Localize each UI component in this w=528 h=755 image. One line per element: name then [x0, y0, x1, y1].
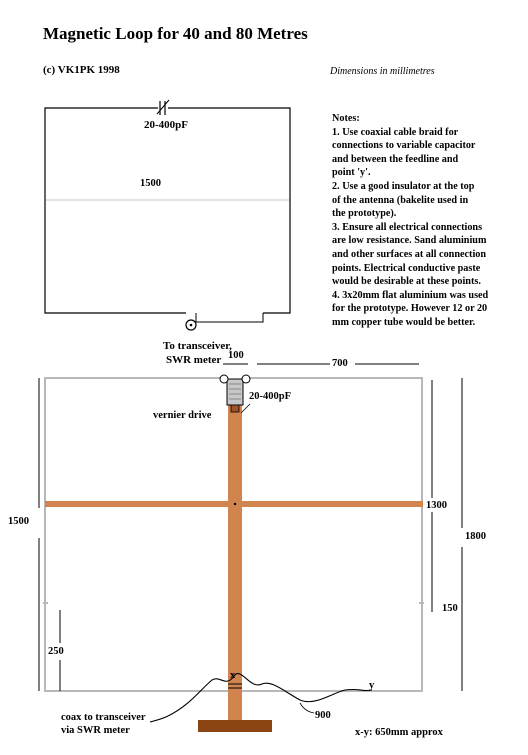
loop-outline: [45, 108, 186, 313]
note-line: are low resistance. Sand aluminium: [332, 235, 487, 247]
vernier-drive-label: vernier drive: [153, 410, 212, 421]
note-line: point 'y'.: [332, 167, 371, 179]
note-line: 1. Use coaxial cable braid for: [332, 126, 459, 138]
note-line: points. Electrical conductive paste: [332, 262, 481, 274]
feed-label-line1: To transceiver,: [163, 340, 232, 352]
note-line: the prototype).: [332, 208, 397, 220]
capacitor-label: 20-400pF: [144, 119, 188, 131]
page-title: Magnetic Loop for 40 and 80 Metres: [43, 24, 308, 43]
base-length-label: 900: [315, 710, 331, 721]
point-x-label: x: [230, 670, 236, 681]
note-line: and between the feedline and: [332, 153, 459, 165]
feed-line: [196, 313, 263, 322]
note-line: connections to variable capacitor: [332, 140, 476, 152]
top-width-label: 100: [228, 350, 244, 361]
crossbar-height-label: 1300: [426, 500, 447, 511]
overall-height-label: 1800: [465, 531, 486, 542]
vernier-drive-icon: [231, 405, 239, 412]
frame-capacitor-label: 20-400pF: [249, 391, 291, 402]
notes-heading: Notes:: [332, 113, 360, 124]
copyright-text: (c) VK1PK 1998: [43, 64, 120, 76]
note-line: 2. Use a good insulator at the top: [332, 180, 475, 192]
bottom-height-label: 250: [48, 646, 64, 657]
dimension-lines: [39, 364, 462, 691]
top-connector-right-icon: [242, 375, 250, 383]
capacitor-symbol: [157, 100, 169, 115]
loop-schematic: [45, 100, 290, 330]
xy-distance-label: x-y: 650mm approx: [355, 727, 443, 738]
note-line: and other surfaces at all connection: [332, 248, 487, 260]
top-connector-left-icon: [220, 375, 228, 383]
loop-height-label: 1500: [8, 516, 29, 527]
note-line: 4. 3x20mm flat aluminium was used: [332, 289, 489, 301]
coax-label-line1: coax to transceiver: [61, 712, 146, 723]
note-line: 3. Ensure all electrical connections: [332, 221, 483, 233]
coax-cable: [168, 674, 375, 716]
loop-width-label: 1500: [140, 178, 161, 189]
wooden-base: [198, 720, 272, 732]
frame-drawing: [39, 364, 462, 732]
frame-loop-right: [245, 378, 422, 610]
note-line: for the prototype. However 12 or 20: [332, 303, 488, 315]
feed-label-line2: SWR meter: [166, 354, 222, 366]
coax-label-line2: via SWR meter: [61, 725, 130, 736]
loop-outline-right: [168, 108, 290, 313]
point-y-label: y: [369, 680, 375, 691]
dimensions-note: Dimensions in millimetres: [330, 66, 435, 77]
bottom-gap-label: 150: [442, 603, 458, 614]
note-line: of the antenna (bakelite used in: [332, 194, 469, 206]
wooden-mast: [228, 380, 242, 720]
side-width-label: 700: [332, 358, 348, 369]
note-line: would be desirable at these points.: [332, 276, 481, 288]
note-line: mm copper tube would be better.: [332, 316, 476, 328]
capacitor-box: [227, 379, 243, 405]
